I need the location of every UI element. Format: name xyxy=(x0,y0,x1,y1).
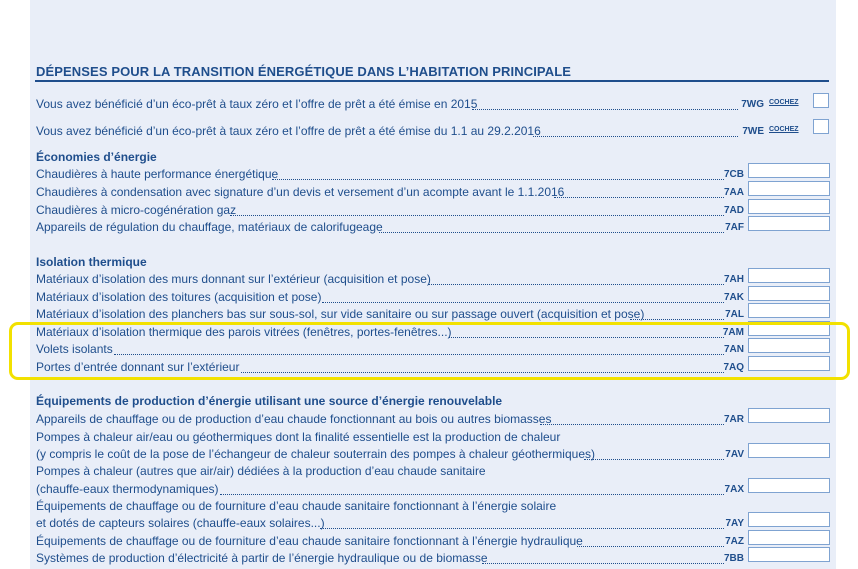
field-code: 7AN xyxy=(723,344,744,355)
row-label: Vous avez bénéficié d’un éco-prêt à taux zéro et l’offre de prêt a été émise en 2015 xyxy=(36,97,478,111)
amount-field-7az[interactable] xyxy=(748,530,830,545)
checkbox-7wg[interactable] xyxy=(813,93,829,108)
list-item xyxy=(36,447,595,461)
field-code: 7WG xyxy=(741,99,764,110)
section-title-renouvelable: Équipements de production d’énergie utilisant une source d’énergie renouvelable xyxy=(36,394,503,408)
row-label: Pompes à chaleur (autres que air/air) dédiées à la production d’eau chaude sanitaire xyxy=(36,464,486,478)
amount-field-7bb[interactable] xyxy=(748,547,830,562)
leader-dots xyxy=(577,546,724,547)
field-code: 7AH xyxy=(723,274,744,285)
field-code: 7AX xyxy=(724,484,744,495)
list-item xyxy=(36,220,383,234)
row-label: Chaudières à condensation avec signature d’un devis et versement d’un acompte avant le 1.1.2016 xyxy=(36,185,565,199)
amount-field-7al[interactable] xyxy=(748,303,830,318)
eco-pret-2016-row xyxy=(36,124,541,138)
list-item xyxy=(36,464,486,478)
amount-field-7av[interactable] xyxy=(748,443,830,458)
section-title-economies: Économies d’énergie xyxy=(36,150,157,164)
row-label: Matériaux d’isolation des murs donnant sur l’extérieur (acquisition et pose) xyxy=(36,272,431,286)
row-label: Appareils de chauffage ou de production d’eau chaude fonctionnant au bois ou autres biomasses xyxy=(36,412,552,426)
field-code: 7WE xyxy=(742,126,764,137)
row-label: Équipements de chauffage ou de fourniture d’eau chaude sanitaire fonctionnant à l’énergie solaire xyxy=(36,499,557,513)
list-item xyxy=(36,412,551,426)
leader-dots xyxy=(540,424,724,425)
amount-field-7aa[interactable] xyxy=(748,181,830,196)
field-code: 7BB xyxy=(723,553,744,564)
field-code: 7AZ xyxy=(725,536,744,547)
amount-field-7ak[interactable] xyxy=(748,286,830,301)
amount-field-7ad[interactable] xyxy=(748,199,830,214)
leader-dots xyxy=(482,563,724,564)
row-label: Chaudières à micro-cogénération gaz xyxy=(36,203,237,217)
row-label: Matériaux d’isolation des toitures (acquisition et pose) xyxy=(36,290,322,304)
leader-dots xyxy=(322,302,724,303)
row-label: Équipements de chauffage ou de fourniture d’eau chaude sanitaire fonctionnant à l’énergie hydraulique xyxy=(36,534,583,548)
amount-field-7ah[interactable] xyxy=(748,268,830,283)
field-code: 7AA xyxy=(723,187,744,198)
row-label: Portes d’entrée donnant sur l’extérieur xyxy=(36,360,240,374)
checkbox-7we[interactable] xyxy=(813,119,829,134)
row-label: Matériaux d’isolation thermique des parois vitrées (fenêtres, portes-fenêtres...) xyxy=(36,325,452,339)
list-item xyxy=(36,167,278,181)
field-code: 7AY xyxy=(725,518,744,529)
amount-field-7ay[interactable] xyxy=(748,512,830,527)
row-label: Chaudières à haute performance énergétique xyxy=(36,167,279,181)
list-item xyxy=(36,430,560,444)
leader-dots xyxy=(533,136,738,137)
leader-dots xyxy=(379,232,724,233)
list-item xyxy=(36,534,583,548)
row-label: Pompes à chaleur air/eau ou géothermiques dont la finalité essentielle est la production de chaleur xyxy=(36,430,561,444)
list-item xyxy=(36,499,556,513)
field-code: 7AL xyxy=(725,309,744,320)
form-title: DÉPENSES POUR LA TRANSITION ÉNERGÉTIQUE DANS L’HABITATION PRINCIPALE xyxy=(36,64,572,79)
leader-dots xyxy=(320,528,724,529)
field-code: 7AF xyxy=(725,222,744,233)
field-code: 7AV xyxy=(725,449,744,460)
row-label: Appareils de régulation du chauffage, matériaux de calorifugeage xyxy=(36,220,383,234)
amount-field-7af[interactable] xyxy=(748,216,830,231)
field-code: 7AR xyxy=(723,414,744,425)
list-item xyxy=(36,551,488,565)
row-label: Matériaux d’isolation des planchers bas sur sous-sol, sur vide sanitaire ou sur passage ouvert (acquisition et pose) xyxy=(36,307,645,321)
amount-field-7ar[interactable] xyxy=(748,408,830,423)
field-code: 7AD xyxy=(723,205,744,216)
list-item xyxy=(36,516,325,530)
row-label: et dotés de capteurs solaires (chauffe-eaux solaires...) xyxy=(36,516,325,530)
list-item xyxy=(36,272,431,286)
field-code: 7CB xyxy=(723,169,744,180)
leader-dots xyxy=(472,109,738,110)
field-code: 7AQ xyxy=(723,362,744,373)
field-code: 7AK xyxy=(723,292,744,303)
leader-dots xyxy=(584,459,724,460)
cochez-label: COCHEZ xyxy=(769,126,799,133)
list-item xyxy=(36,307,644,321)
leader-dots xyxy=(220,494,724,495)
field-code: 7AM xyxy=(722,327,744,338)
leader-dots xyxy=(428,284,724,285)
leader-dots xyxy=(230,215,724,216)
highlight-annotation xyxy=(9,322,850,380)
row-label: Systèmes de production d’électricité à partir de l’énergie hydraulique ou de biomasse xyxy=(36,551,488,565)
amount-field-7cb[interactable] xyxy=(748,163,830,178)
leader-dots xyxy=(272,179,724,180)
row-label: Volets isolants xyxy=(36,342,113,356)
amount-field-7ax[interactable] xyxy=(748,478,830,493)
title-divider xyxy=(35,80,829,82)
list-item xyxy=(36,185,564,199)
section-title-isolation: Isolation thermique xyxy=(36,255,147,269)
list-item xyxy=(36,290,321,304)
eco-pret-2015-row xyxy=(36,97,477,111)
row-label: Vous avez bénéficié d’un éco-prêt à taux zéro et l’offre de prêt a été émise du 1.1 au 29.2.2016 xyxy=(36,124,541,138)
list-item xyxy=(36,203,236,217)
row-label: (chauffe-eaux thermodynamiques) xyxy=(36,482,219,496)
leader-dots xyxy=(554,197,724,198)
list-item xyxy=(36,482,219,496)
cochez-label: COCHEZ xyxy=(769,99,799,106)
row-label: (y compris le coût de la pose de l’échangeur de chaleur souterrain des pompes à chaleur géothermiques) xyxy=(36,447,595,461)
